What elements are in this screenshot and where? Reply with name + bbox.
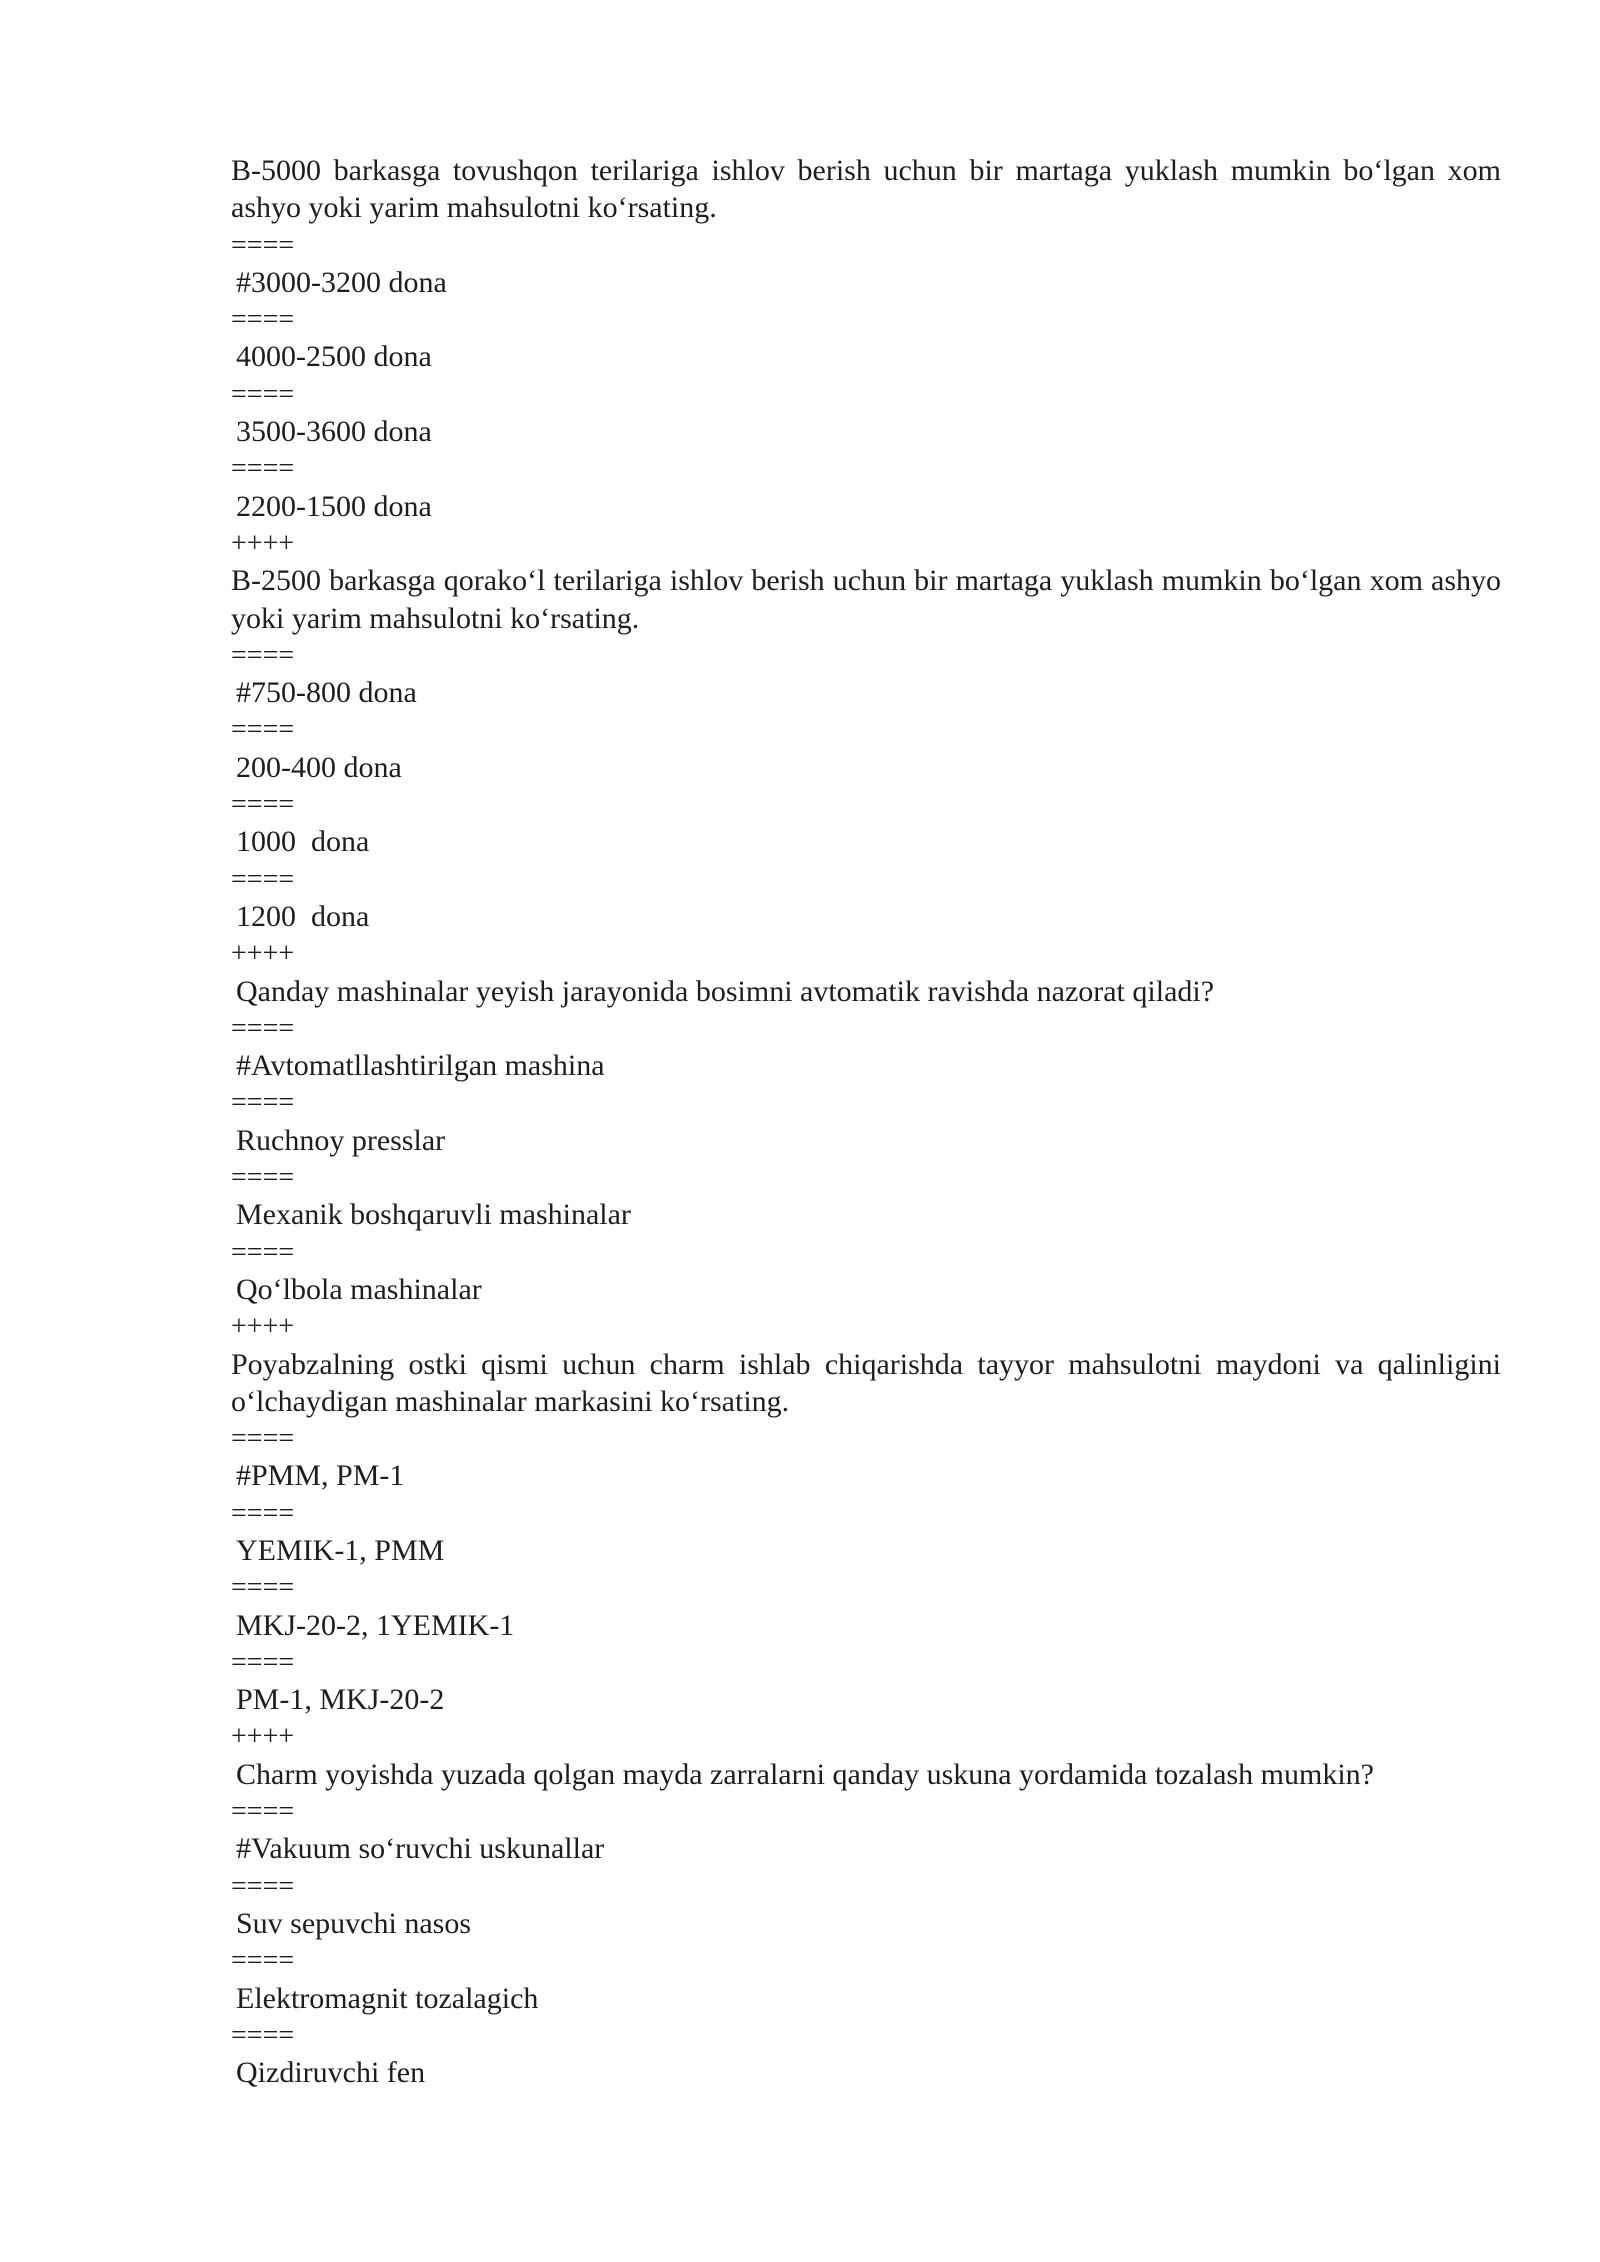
answer-separator: ==== [231, 1236, 295, 1268]
answer-option: Mexanik boshqaruvli mashinalar [236, 1198, 631, 1232]
answer-option: PM-1, MKJ-20-2 [236, 1683, 445, 1717]
answer-option: 1000 dona [236, 825, 370, 859]
answer-option: Ruchnoy presslar [236, 1123, 446, 1157]
answer-option: 3500-3600 dona [236, 415, 432, 449]
answer-separator: ==== [231, 863, 295, 895]
answer-separator: ==== [231, 2019, 295, 2051]
answer-separator: ==== [231, 1796, 295, 1828]
answer-separator: ==== [231, 789, 295, 821]
answer-separator: ==== [231, 453, 295, 485]
question-separator: ++++ [231, 527, 295, 559]
answer-separator: ==== [231, 304, 295, 336]
answer-separator: ==== [231, 1423, 295, 1455]
answer-option: 200-400 dona [236, 750, 402, 784]
answer-option-correct: #750-800 dona [236, 676, 417, 710]
answer-option-correct: #PMM, PM-1 [236, 1459, 405, 1493]
test-questions-list [231, 152, 1501, 2091]
answer-separator: ==== [231, 1497, 295, 1529]
answer-option: 4000-2500 dona [236, 340, 432, 374]
answer-option: Elektromagnit tozalagich [236, 1981, 539, 2015]
answer-separator: ==== [231, 714, 295, 746]
answer-option-correct: #3000-3200 dona [236, 265, 447, 299]
answer-separator: ==== [231, 378, 295, 410]
question-text: Qanday mashinalar yeyish jarayonida bosimni avtomatik ravishda nazorat qiladi? [236, 974, 1215, 1008]
question-text: Poyabzalning ostki qismi uchun charm ishlab chiqarishda tayyor mahsulotni maydoni va qalinligini o‘lchaydigan mashinalar markasini ko‘rsating. [231, 1347, 1501, 1418]
answer-option: MKJ-20-2, 1YEMIK-1 [236, 1608, 515, 1642]
answer-option: Qo‘lbola mashinalar [236, 1272, 482, 1306]
question-separator: ++++ [231, 938, 295, 970]
answer-option: 1200 dona [236, 899, 370, 933]
answer-option: YEMIK-1, PMM [236, 1533, 445, 1567]
answer-separator: ==== [231, 1162, 295, 1194]
question-separator: ++++ [231, 1311, 295, 1343]
answer-option: 2200-1500 dona [236, 489, 432, 523]
answer-option-correct: #Vakuum so‘ruvchi uskunallar [236, 1832, 605, 1866]
answer-separator: ==== [231, 229, 295, 261]
question-separator: ++++ [231, 1721, 295, 1753]
question-text: B-5000 barkasga tovushqon terilariga ishlov berish uchun bir martaga yuklash mumkin bo‘lgan xom ashyo yoki yarim mahsulotni ko‘rsating. [231, 154, 1501, 225]
answer-separator: ==== [231, 1646, 295, 1678]
question-text: Charm yoyishda yuzada qolgan mayda zarralarni qanday uskuna yordamida tozalash mumkin? [236, 1757, 1374, 1791]
answer-separator: ==== [231, 1870, 295, 1902]
answer-option: Qizdiruvchi fen [236, 2056, 426, 2090]
answer-separator: ==== [231, 639, 295, 671]
answer-separator: ==== [231, 1572, 295, 1604]
answer-separator: ==== [231, 1087, 295, 1119]
question-text: B-2500 barkasga qorako‘l terilariga ishlov berish uchun bir martaga yuklash mumkin bo‘lgan xom ashyo yoki yarim mahsulotni ko‘rsating. [231, 564, 1501, 635]
answer-separator: ==== [231, 1945, 295, 1977]
answer-separator: ==== [231, 1012, 295, 1044]
answer-option: Suv sepuvchi nasos [236, 1906, 471, 1940]
answer-option-correct: #Avtomatllashtirilgan mashina [236, 1049, 605, 1083]
